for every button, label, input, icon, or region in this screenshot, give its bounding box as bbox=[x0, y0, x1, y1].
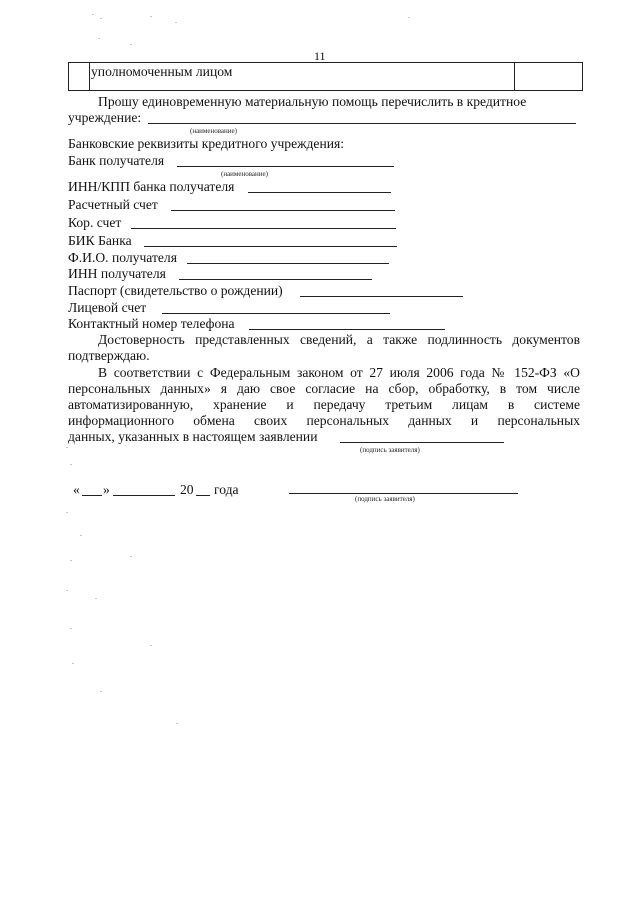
date-day-field[interactable] bbox=[82, 495, 102, 496]
reliability-line-2: подтверждаю. bbox=[68, 348, 150, 363]
table-row bbox=[68, 62, 583, 91]
bik-label: БИК Банка bbox=[68, 233, 132, 248]
request-line-2: учреждение: bbox=[68, 110, 142, 125]
consent-signature-field[interactable] bbox=[340, 442, 504, 443]
phone-label: Контактный номер телефона bbox=[68, 316, 235, 331]
bik-field[interactable] bbox=[144, 246, 397, 247]
inn-kpp-label: ИНН/КПП банка получателя bbox=[68, 179, 235, 194]
consent-line-3: автоматизированную, хранение и передачу третьим лицам в системе bbox=[68, 397, 580, 412]
corr-account-field[interactable] bbox=[131, 228, 396, 229]
date-month-field[interactable] bbox=[113, 495, 175, 496]
date-year-field[interactable] bbox=[196, 495, 210, 496]
passport-field[interactable] bbox=[300, 296, 463, 297]
request-line-1: Прошу единовременную материальную помощь перечислить в кредитное bbox=[98, 94, 527, 109]
fio-label: Ф.И.О. получателя bbox=[68, 250, 177, 265]
inn-label: ИНН получателя bbox=[68, 266, 166, 281]
date-year-word: года bbox=[214, 482, 239, 497]
passport-label: Паспорт (свидетельство о рождении) bbox=[68, 283, 283, 298]
consent-line-4: информационного обмена своих персональных данных и персональных bbox=[68, 413, 580, 428]
institution-name-hint: (наименование) bbox=[190, 127, 237, 135]
consent-line-2: персональных данных» я даю свое согласие на сбор, обработку, в том числе bbox=[68, 381, 580, 396]
fio-field[interactable] bbox=[187, 263, 389, 264]
recipient-bank-hint: (наименование) bbox=[221, 170, 268, 178]
recipient-bank-field[interactable] bbox=[177, 166, 394, 167]
inn-kpp-field[interactable] bbox=[248, 192, 391, 193]
personal-account-label: Лицевой счет bbox=[68, 300, 147, 315]
personal-account-field[interactable] bbox=[162, 313, 390, 314]
date-year-prefix: 20 bbox=[180, 482, 194, 497]
inn-field[interactable] bbox=[179, 279, 372, 280]
account-label: Расчетный счет bbox=[68, 197, 158, 212]
bank-details-heading: Банковские реквизиты кредитного учреждения: bbox=[68, 136, 345, 151]
date-close-quote: » bbox=[103, 482, 110, 497]
recipient-bank-label: Банк получателя bbox=[68, 153, 165, 168]
consent-signature-hint: (подпись заявителя) bbox=[360, 446, 420, 454]
applicant-signature-field[interactable] bbox=[289, 493, 518, 494]
consent-line-1: В соответствии с Федеральным законом от 27 июля 2006 года № 152-ФЗ «О bbox=[98, 365, 580, 380]
table-cell-text: уполномоченным лицом bbox=[91, 64, 233, 79]
corr-account-label: Кор. счет bbox=[68, 215, 122, 230]
reliability-line-1: Достоверность представленных сведений, а также подлинность документов bbox=[98, 332, 580, 347]
account-field[interactable] bbox=[171, 210, 395, 211]
phone-field[interactable] bbox=[249, 329, 445, 330]
institution-name-field[interactable] bbox=[148, 123, 576, 124]
page-number: 11 bbox=[314, 49, 326, 63]
date-open-quote: « bbox=[73, 482, 80, 497]
consent-line-5: данных, указанных в настоящем заявлении bbox=[68, 429, 318, 444]
applicant-signature-hint: (подпись заявителя) bbox=[355, 495, 415, 503]
